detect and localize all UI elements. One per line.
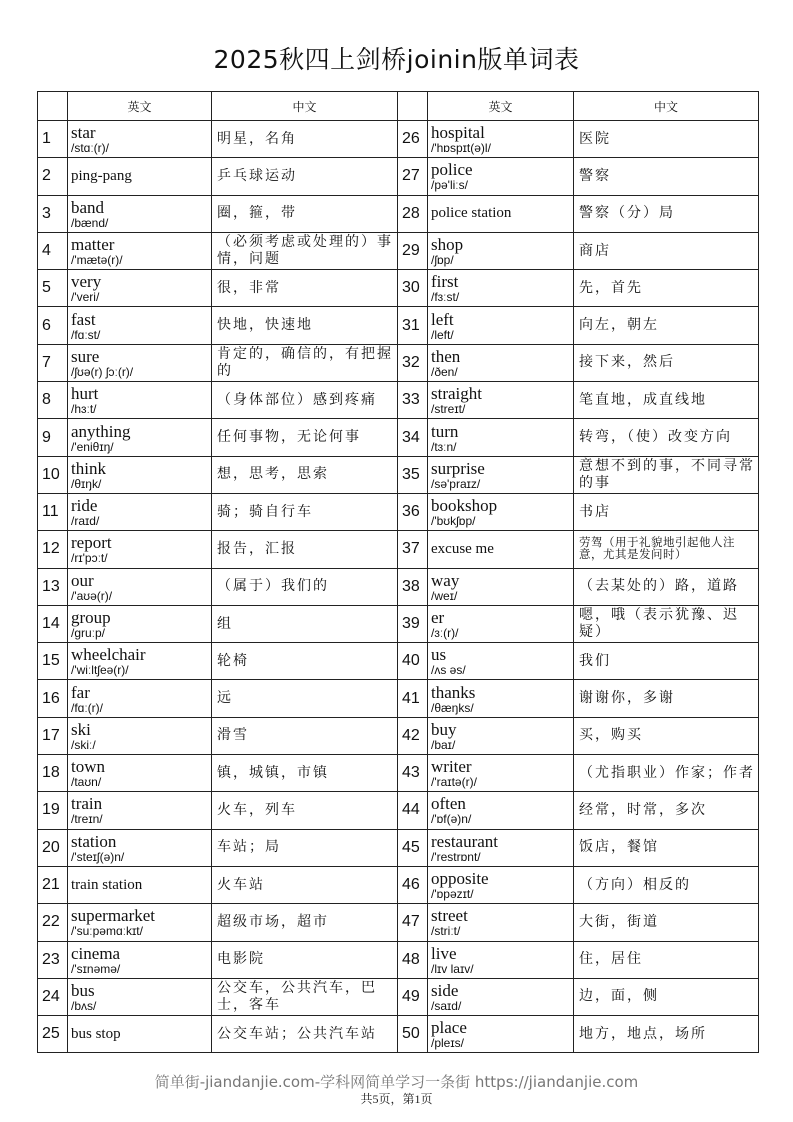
table-row [38,717,759,754]
english-cell [68,456,212,493]
english-word: band [71,197,105,217]
chinese-meaning: 买，购买 [574,717,759,754]
english-word: sure [71,346,100,366]
chinese-meaning: 医院 [574,121,759,158]
phonetic: /bʌs/ [71,998,97,1013]
table-row [38,680,759,717]
chinese-meaning: 公交车站；公共汽车站 [212,1016,398,1053]
english-word: matter [71,235,115,255]
english-word: shop [431,235,464,255]
word-number: 45 [398,829,428,866]
english-word: street [431,906,468,926]
chinese-meaning: 电影院 [212,941,398,978]
phonetic: /'bʊkʃɒp/ [431,514,476,529]
english-cell [68,493,212,530]
chinese-meaning: 快地，快速地 [212,307,398,344]
chinese-meaning: 嗯，哦（表示犹豫、迟疑） [574,605,759,642]
phonetic: /skiː/ [71,737,96,752]
phonetic: /'mætə(r)/ [71,253,123,268]
word-number: 12 [38,531,68,568]
word-number: 38 [398,568,428,605]
header-english: 英文 [428,92,574,121]
chinese-meaning: 先，首先 [574,270,759,307]
english-word: police station [431,205,512,222]
chinese-meaning: 明星，名角 [212,121,398,158]
table-row [38,195,759,232]
chinese-meaning: 想，思考，思索 [212,456,398,493]
english-word: station [71,831,117,851]
word-number: 31 [398,307,428,344]
phonetic: /left/ [431,327,454,342]
chinese-meaning: （尤指职业）作家；作者 [574,755,759,792]
table-row [38,456,759,493]
chinese-meaning: 肯定的，确信的，有把握的 [212,344,398,381]
chinese-meaning: 火车站 [212,866,398,903]
english-cell [428,195,574,232]
table-row [38,792,759,829]
chinese-meaning: 商店 [574,232,759,269]
chinese-meaning: 组 [212,605,398,642]
english-word: writer [431,757,472,777]
chinese-meaning: 公交车，公共汽车，巴士，客车 [212,978,398,1015]
word-number: 3 [38,195,68,232]
table-header-row [38,92,759,121]
phonetic: /'wiːltʃeə(r)/ [71,663,129,678]
phonetic: /'steɪʃ(ə)n/ [71,849,125,864]
phonetic: /'restrɒnt/ [431,849,481,864]
phonetic: /striːt/ [431,924,461,939]
english-word: side [431,980,459,1000]
word-number: 19 [38,792,68,829]
english-cell [68,904,212,941]
phonetic: /saɪd/ [431,998,462,1013]
english-cell [68,717,212,754]
english-cell [68,419,212,456]
english-word: fast [71,309,96,329]
word-number: 29 [398,232,428,269]
chinese-meaning: 超级市场，超市 [212,904,398,941]
header-number [38,92,68,121]
english-cell [68,643,212,680]
chinese-meaning: 远 [212,680,398,717]
word-number: 47 [398,904,428,941]
english-word: train [71,794,103,814]
word-number: 1 [38,121,68,158]
word-number: 34 [398,419,428,456]
word-number: 28 [398,195,428,232]
english-cell [428,643,574,680]
word-number: 44 [398,792,428,829]
word-number: 50 [398,1016,428,1053]
english-word: us [431,645,447,665]
word-number: 30 [398,270,428,307]
english-word: bus stop [71,1025,121,1042]
chinese-meaning: （属于）我们的 [212,568,398,605]
word-number: 7 [38,344,68,381]
english-cell [428,232,574,269]
phonetic: /lɪv laɪv/ [431,961,474,976]
english-word: supermarket [71,906,156,926]
english-word: group [71,608,111,627]
phonetic: /'ɒf(ə)n/ [431,812,472,827]
english-cell [428,755,574,792]
phonetic: /gruːp/ [71,626,106,640]
english-cell [68,568,212,605]
chinese-meaning: 劳驾（用于礼貌地引起他人注意，尤其是发问时） [574,531,759,568]
word-number: 37 [398,531,428,568]
english-cell [68,829,212,866]
phonetic: /pleɪs/ [431,1036,464,1051]
table-row [38,978,759,1015]
english-word: hurt [71,384,99,404]
chinese-meaning: 边，面，侧 [574,978,759,1015]
chinese-meaning: 地方，地点，场所 [574,1016,759,1053]
english-word: hospital [431,123,485,143]
english-cell [428,121,574,158]
chinese-meaning: 滑雪 [212,717,398,754]
phonetic: /taʊn/ [71,775,102,790]
english-word: turn [431,421,459,441]
english-word: buy [431,719,457,739]
chinese-meaning: 镇，城镇，市镇 [212,755,398,792]
english-word: bookshop [431,496,498,516]
chinese-meaning: 我们 [574,643,759,680]
english-word: ping-pang [71,167,132,184]
word-number: 42 [398,717,428,754]
word-number: 25 [38,1016,68,1053]
english-word: restaurant [431,831,499,851]
header-english: 英文 [68,92,212,121]
phonetic: /ɜː(r)/ [431,626,459,640]
chinese-meaning: 书店 [574,493,759,530]
english-word: left [431,309,454,329]
table-row [38,382,759,419]
phonetic: /θæŋks/ [431,700,474,715]
english-cell [428,307,574,344]
table-row [38,158,759,195]
english-cell [68,680,212,717]
english-word: star [71,123,96,143]
english-cell [428,382,574,419]
english-cell [428,344,574,381]
chinese-meaning: 谢谢你，多谢 [574,680,759,717]
chinese-meaning: 经常，时常，多次 [574,792,759,829]
english-word: surprise [431,458,485,478]
word-number: 10 [38,456,68,493]
phonetic: /ʃɒp/ [431,253,454,268]
phonetic: /ʃʊə(r) ʃɔː(r)/ [71,364,134,379]
table-row [38,270,759,307]
chinese-meaning: 轮椅 [212,643,398,680]
english-word: first [431,272,459,292]
english-word: anything [71,421,131,441]
phonetic: /stɑː(r)/ [71,141,109,156]
chinese-meaning: 乒乓球运动 [212,158,398,195]
chinese-meaning: 任何事物，无论何事 [212,419,398,456]
phonetic: /bænd/ [71,215,109,230]
phonetic: /sə'praɪz/ [431,476,481,491]
english-word: er [431,608,445,627]
word-number: 22 [38,904,68,941]
english-word: wheelchair [71,645,146,665]
english-word: place [431,1018,467,1038]
english-cell [68,158,212,195]
english-cell [68,792,212,829]
word-number: 32 [398,344,428,381]
phonetic: /'aʊə(r)/ [71,588,113,603]
phonetic: /baɪ/ [431,737,456,752]
english-word: very [71,272,102,292]
header-chinese: 中文 [574,92,759,121]
table-row [38,232,759,269]
word-number: 33 [398,382,428,419]
english-cell [68,307,212,344]
chinese-meaning: （方向）相反的 [574,866,759,903]
phonetic: /rɪ'pɔːt/ [71,551,108,566]
word-number: 17 [38,717,68,754]
english-cell [428,941,574,978]
english-word: thanks [431,682,476,702]
word-number: 46 [398,866,428,903]
phonetic: /streɪt/ [431,402,466,417]
english-cell [428,1016,574,1053]
word-number: 35 [398,456,428,493]
english-cell [428,270,574,307]
chinese-meaning: 报告，汇报 [212,531,398,568]
phonetic: /tɜːn/ [431,439,457,454]
english-cell [68,270,212,307]
table-row [38,1016,759,1053]
english-word: excuse me [431,540,494,557]
word-number: 43 [398,755,428,792]
english-cell [428,419,574,456]
english-word: often [431,794,466,814]
table-row [38,531,759,568]
phonetic: /treɪn/ [71,812,103,827]
page-title: 2025秋四上剑桥joinin版单词表 [213,45,580,74]
word-number: 13 [38,568,68,605]
page-number: 共5页，第1页 [360,1092,433,1106]
english-cell [428,493,574,530]
english-cell [428,792,574,829]
word-number: 18 [38,755,68,792]
english-word: way [431,570,460,590]
word-number: 23 [38,941,68,978]
chinese-meaning: 火车，列车 [212,792,398,829]
table-row [38,904,759,941]
word-number: 4 [38,232,68,269]
word-number: 48 [398,941,428,978]
table-row [38,866,759,903]
phonetic: /'hɒspɪt(ə)l/ [431,141,491,156]
chinese-meaning: 骑；骑自行车 [212,493,398,530]
english-cell [68,382,212,419]
word-number: 49 [398,978,428,1015]
english-word: police [431,160,473,180]
chinese-meaning: 大街，街道 [574,904,759,941]
english-word: town [71,757,105,777]
english-word: think [71,458,106,478]
table-body [38,121,759,1053]
word-number: 40 [398,643,428,680]
english-cell [428,568,574,605]
english-cell [428,904,574,941]
english-cell [68,978,212,1015]
english-word: opposite [431,869,489,889]
table-row [38,643,759,680]
chinese-meaning: 饭店，餐馆 [574,829,759,866]
chinese-meaning: 车站；局 [212,829,398,866]
phonetic: /raɪd/ [71,514,100,529]
phonetic: /'sɪnəmə/ [71,961,121,976]
word-number: 11 [38,493,68,530]
word-number: 20 [38,829,68,866]
english-cell [428,866,574,903]
english-word: our [71,570,94,590]
english-cell [68,531,212,568]
word-number: 8 [38,382,68,419]
english-cell [68,1016,212,1053]
word-number: 9 [38,419,68,456]
english-word: far [71,682,90,702]
english-cell [428,456,574,493]
table-row [38,829,759,866]
phonetic: /θɪŋk/ [71,476,102,491]
table-row [38,307,759,344]
chinese-meaning: 转弯，（使）改变方向 [574,419,759,456]
english-word: live [431,943,457,963]
chinese-meaning: 圈，箍，带 [212,195,398,232]
english-cell [68,344,212,381]
english-word: then [431,346,461,366]
table-row [38,941,759,978]
word-number: 15 [38,643,68,680]
table-row [38,755,759,792]
english-cell [428,829,574,866]
english-cell [428,531,574,568]
english-word: train station [71,876,143,893]
word-number: 2 [38,158,68,195]
chinese-meaning: 接下来，然后 [574,344,759,381]
phonetic: /'ɒpəzɪt/ [431,887,474,902]
phonetic: /'raɪtə(r)/ [431,775,477,790]
table-row [38,344,759,381]
word-number: 27 [398,158,428,195]
word-number: 39 [398,605,428,642]
word-number: 5 [38,270,68,307]
word-number: 24 [38,978,68,1015]
table-row [38,568,759,605]
english-word: bus [71,980,95,1000]
english-cell [428,717,574,754]
phonetic: /fɑː(r)/ [71,700,103,715]
header-chinese: 中文 [212,92,398,121]
chinese-meaning: 笔直地，成直线地 [574,382,759,419]
phonetic: /ðen/ [431,364,458,379]
english-cell [428,680,574,717]
chinese-meaning: （去某处的）路，道路 [574,568,759,605]
word-number: 21 [38,866,68,903]
english-word: straight [431,384,482,404]
table-row [38,605,759,642]
phonetic: /'suːpəmɑːkɪt/ [71,924,143,939]
english-cell [68,941,212,978]
chinese-meaning: 向左，朝左 [574,307,759,344]
footer-source: 简单街-jiandanjie.com-学科网简单学习一条街 https://jiandanjie.com [154,1073,639,1091]
english-cell [68,605,212,642]
table-row [38,419,759,456]
english-word: report [71,533,112,553]
phonetic: /'eniθɪŋ/ [71,439,114,454]
word-number: 6 [38,307,68,344]
word-number: 41 [398,680,428,717]
chinese-meaning: （必须考虑或处理的）事情，问题 [212,232,398,269]
english-cell [68,755,212,792]
english-cell [68,232,212,269]
word-number: 36 [398,493,428,530]
chinese-meaning: 警察 [574,158,759,195]
table-row [38,493,759,530]
chinese-meaning: 住，居住 [574,941,759,978]
english-cell [68,195,212,232]
chinese-meaning: 意想不到的事，不同寻常的事 [574,456,759,493]
word-number: 14 [38,605,68,642]
header-number [398,92,428,121]
english-word: cinema [71,943,121,963]
phonetic: /weɪ/ [431,588,458,603]
table-row [38,121,759,158]
word-number: 16 [38,680,68,717]
phonetic: /pə'liːs/ [431,178,468,193]
chinese-meaning: （身体部位）感到疼痛 [212,382,398,419]
english-word: ski [71,719,91,739]
phonetic: /ʌs əs/ [431,663,466,678]
english-cell [68,866,212,903]
phonetic: /hɜːt/ [71,402,97,417]
english-cell [428,158,574,195]
english-word: ride [71,496,98,516]
vocabulary-table [37,91,759,1053]
english-cell [68,121,212,158]
word-number: 26 [398,121,428,158]
phonetic: /'veri/ [71,290,100,305]
english-cell [428,605,574,642]
chinese-meaning: 很，非常 [212,270,398,307]
english-cell [428,978,574,1015]
phonetic: /fɑːst/ [71,327,101,342]
chinese-meaning: 警察（分）局 [574,195,759,232]
phonetic: /fɜːst/ [431,290,460,305]
